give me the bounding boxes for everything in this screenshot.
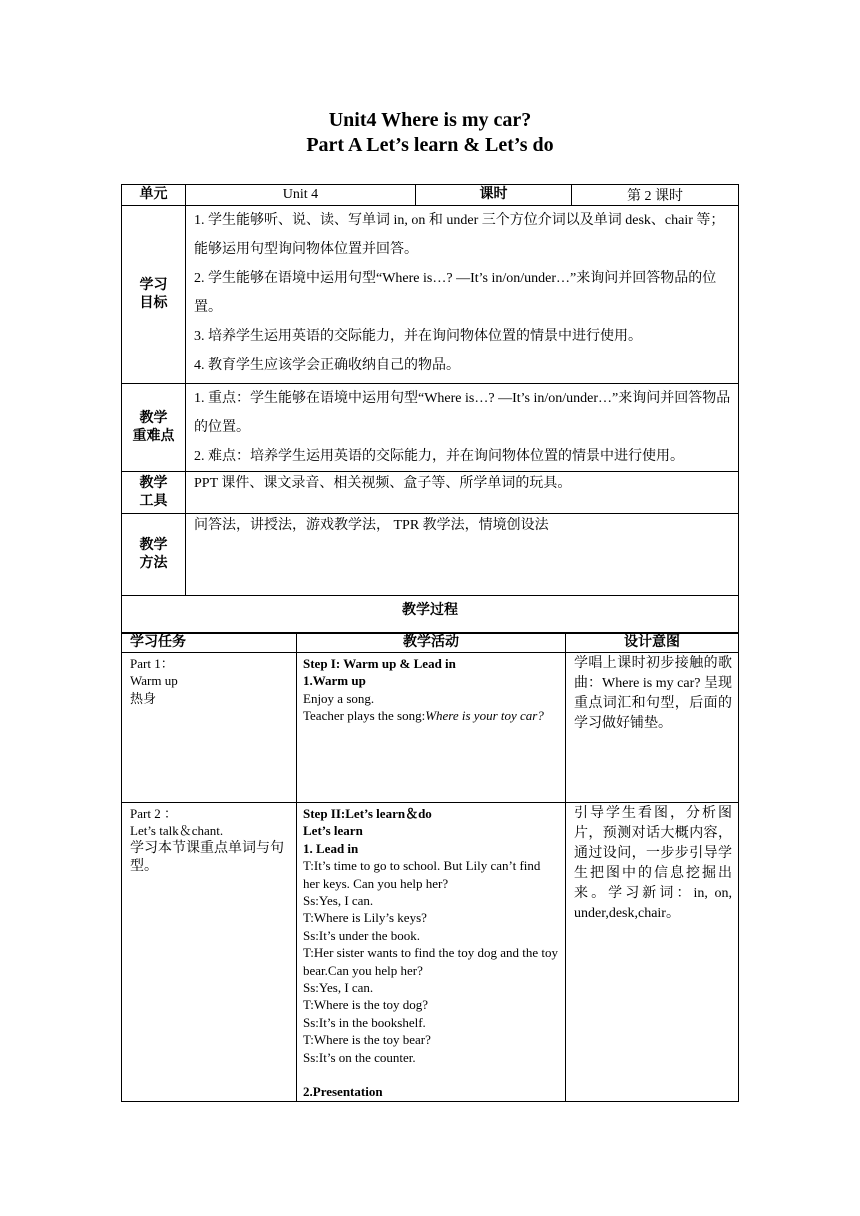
document-title: Unit4 Where is my car?: [328, 109, 532, 131]
objective-item: 4. 教育学生应该学会正确收纳自己的物品。: [194, 358, 460, 373]
methods-label-line1: 教学: [139, 537, 168, 553]
activity-cell: [297, 653, 566, 803]
activity-line: Enjoy a song.: [303, 690, 375, 706]
activity-line: [303, 707, 560, 724]
document-subtitle: Part A Let’s learn & Let’s do: [306, 134, 554, 156]
task-line: Part 1：: [130, 656, 174, 671]
objective-item: 1. 学生能够听、说、读、写单词 in, on 和 under 三个方位介词以及单词 desk、chair 等；能够运用句型询问物体位置并回答。: [194, 213, 725, 257]
dialogue-line: Ss:It’s in the bookshelf.: [303, 1014, 426, 1030]
col-task-header: 学习任务: [122, 633, 297, 653]
intent-cell: 学唱上课时初步接触的歌曲：Where is my car? 呈现重点词汇和句型，后面的学习做好铺垫。: [566, 653, 739, 803]
activity-step-heading: Step II:Let’s learn＆do: [303, 806, 432, 821]
song-title: Where is your toy car?: [425, 708, 544, 724]
objectives-label-line1: 学习: [139, 277, 168, 293]
tools-content: [186, 472, 739, 514]
unit-label: 单元: [122, 185, 186, 206]
objectives-content: [186, 206, 739, 384]
activity-subheading: Let’s learn: [303, 823, 363, 839]
activity-subheading: 1.Warm up: [303, 673, 366, 689]
period-value: 第 2 课时: [572, 185, 739, 206]
dialogue-line: T:Where is the toy dog?: [303, 997, 428, 1013]
lesson-info-table: [121, 184, 739, 634]
objectives-label: [122, 206, 186, 384]
dialogue-line: T:It’s time to go to school. But Lily can’t find her keys. Can you help her?: [303, 858, 541, 891]
period-label: 课时: [416, 185, 572, 206]
task-cell: [122, 803, 297, 1102]
methods-text: 问答法，讲授法，游戏教学法， TPR 教学法，情境创设法: [194, 518, 549, 533]
key-points-label-line2: 重难点: [132, 428, 175, 444]
objectives-label-line2: 目标: [139, 295, 168, 311]
dialogue-line: T:Where is the toy bear?: [303, 1032, 431, 1048]
activity-line-prefix: Teacher plays the song:: [303, 708, 426, 724]
dialogue-line: Ss:Yes, I can.: [303, 893, 374, 909]
key-points-label-line1: 教学: [139, 410, 168, 426]
task-line: 学习本节课重点单词与句型。: [130, 840, 284, 874]
key-points-content: [186, 384, 739, 472]
dialogue-line: Ss:It’s on the counter.: [303, 1049, 416, 1065]
dialogue-line: Ss:It’s under the book.: [303, 927, 420, 943]
key-point-item: 1. 重点：学生能够在语境中运用句型“Where is…? —It’s in/on/under…”来询问并回答物品的位置。: [194, 391, 731, 435]
task-cell: [122, 653, 297, 803]
methods-label-line2: 方法: [139, 555, 168, 571]
methods-content: [186, 514, 739, 596]
task-line: Warm up: [130, 673, 178, 689]
tools-label-line2: 工具: [139, 493, 168, 509]
activity-cell: [297, 803, 566, 1102]
activity-subheading: 1. Lead in: [303, 840, 359, 856]
tools-text: PPT 课件、课文录音、相关视频、盒子等、所学单词的玩具。: [194, 476, 572, 491]
col-intent-header: 设计意图: [566, 633, 739, 653]
tools-label-line1: 教学: [139, 475, 168, 491]
dialogue-line: T:Her sister wants to find the toy dog and the toy bear.Can you help her?: [303, 945, 558, 978]
dialogue-line: Ss:Yes, I can.: [303, 980, 374, 996]
dialogue-line: T:Where is Lily’s keys?: [303, 910, 427, 926]
objective-item: 3. 培养学生运用英语的交际能力，并在询问物体位置的情景中进行使用。: [194, 329, 642, 344]
key-points-label: [122, 384, 186, 472]
unit-value: Unit 4: [186, 185, 416, 206]
key-point-item: 2. 难点：培养学生运用英语的交际能力，并在询问物体位置的情景中进行使用。: [194, 449, 684, 464]
task-line: Part 2 ：: [130, 806, 177, 821]
methods-label: [122, 514, 186, 596]
objective-item: 2. 学生能够在语境中运用句型“Where is…? —It’s in/on/under…”来询问并回答物品的位置。: [194, 271, 717, 315]
tools-label: [122, 472, 186, 514]
task-line: 热身: [130, 690, 157, 706]
task-line: Let’s talk＆chant.: [130, 823, 224, 839]
process-table: [121, 632, 739, 1102]
intent-cell: 引导学生看图，分析图片，预测对话大概内容，通过设问，一步步引导学生把图中的信息挖掘出来。学习新词：in, on, under,desk,chair。: [566, 803, 739, 1102]
activity-step-heading: Step I: Warm up & Lead in: [303, 656, 456, 671]
col-activity-header: 教学活动: [297, 633, 566, 653]
process-heading: 教学过程: [122, 596, 739, 634]
activity-subheading: 2.Presentation: [303, 1084, 383, 1100]
